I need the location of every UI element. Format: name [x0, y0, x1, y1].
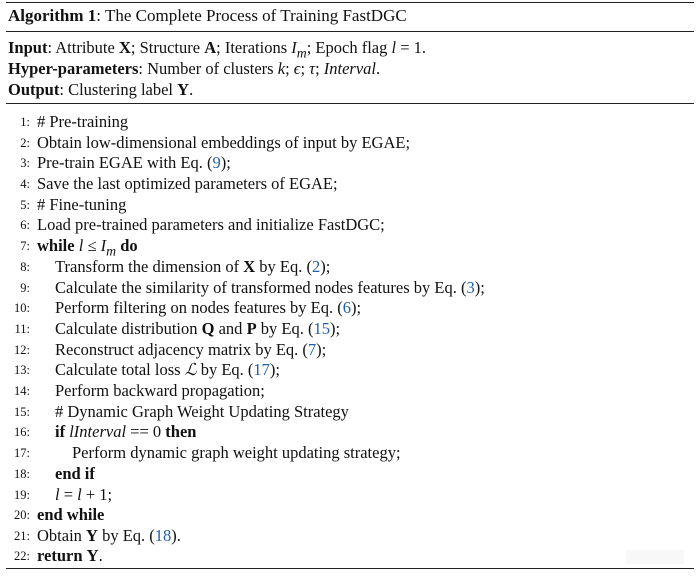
line-text: # Pre-training	[37, 112, 129, 131]
line-text-part: ).	[171, 526, 181, 545]
line-number: 4:	[20, 177, 30, 191]
line-text	[55, 360, 280, 380]
line-number: 16:	[14, 425, 30, 439]
math-Y: Y	[86, 546, 99, 565]
line-text: Obtain low-dimensional embeddings of input by EGAE;	[37, 133, 411, 152]
keyword-end-while: end while	[37, 505, 105, 524]
input-text: = 1.	[396, 38, 427, 57]
line-text: # Fine-tuning	[37, 195, 127, 214]
keyword-then: then	[165, 422, 197, 441]
output-text: : Clustering label	[59, 80, 178, 99]
faint-watermark	[626, 550, 684, 564]
line-text: Perform dynamic graph weight updating strategy;	[72, 443, 401, 462]
line-number: 19:	[14, 488, 30, 502]
equation-reference: 7	[307, 340, 317, 359]
output-text: .	[189, 80, 194, 99]
line-number: 20:	[14, 508, 30, 522]
input-text: : Attribute	[47, 38, 119, 57]
math-loss-symbol: ℒ	[184, 360, 197, 379]
math-subscript: m	[296, 45, 307, 61]
line-text	[37, 546, 103, 566]
operator: ≤	[83, 236, 101, 255]
hyper-text: .	[376, 59, 381, 78]
line-text	[37, 236, 138, 259]
line-text-part: and	[214, 319, 247, 338]
line-number: 18:	[14, 467, 30, 481]
line-number: 15:	[14, 405, 30, 419]
line-text: Perform backward propagation;	[55, 381, 265, 400]
line-number: 22:	[14, 549, 30, 563]
math-Y: Y	[86, 526, 98, 545]
line-text-part: );	[269, 360, 280, 379]
line-number: 2:	[20, 136, 30, 150]
line-text	[55, 319, 340, 339]
line-text	[55, 257, 330, 277]
algorithm-title	[8, 6, 407, 26]
line-text-part: Calculate distribution	[55, 319, 202, 338]
line-text	[37, 526, 181, 546]
algorithm-caption: : The Complete Process of Training FastDGC	[96, 6, 407, 25]
math-interval: Interval	[323, 59, 377, 78]
line-number: 13:	[14, 363, 30, 377]
math-subscript: m	[106, 243, 117, 259]
line-text	[55, 422, 196, 442]
line-text-part: by Eq. (	[255, 257, 312, 276]
math-l: l	[391, 38, 397, 57]
keyword-while: while	[37, 236, 75, 255]
line-text-part: .	[98, 546, 103, 565]
hyper-label: Hyper-parameters	[8, 59, 139, 78]
hyper-parameters-line	[8, 59, 380, 79]
line-text: Save the last optimized parameters of EGAE;	[37, 174, 338, 193]
input-line	[8, 38, 426, 61]
math-k: k	[277, 59, 286, 78]
math-A: A	[204, 38, 217, 57]
line-number: 3:	[20, 156, 30, 170]
keyword-if: if	[55, 422, 66, 441]
line-number: 9:	[20, 281, 30, 295]
math-l: l	[55, 485, 60, 504]
operator: =	[59, 485, 78, 504]
math-X: X	[118, 38, 131, 57]
line-text	[55, 278, 485, 298]
line-text-part: Transform the dimension of	[55, 257, 244, 276]
line-text-part: by Eq. (	[196, 360, 254, 379]
line-text-part: );	[320, 257, 331, 276]
line-text-part: == 0	[126, 422, 166, 441]
title-rule	[6, 31, 694, 32]
line-text-part: );	[316, 340, 327, 359]
io-rule	[6, 103, 694, 104]
line-text-part: + 1;	[81, 485, 113, 504]
math-I: I	[100, 236, 107, 255]
bottom-rule	[6, 568, 694, 569]
line-number: 6:	[20, 218, 30, 232]
line-number: 11:	[14, 322, 30, 336]
line-text	[55, 340, 326, 360]
math-interval: lInterval	[69, 422, 127, 441]
line-text: # Dynamic Graph Weight Updating Strategy	[55, 402, 349, 421]
line-text-part: );	[220, 153, 231, 172]
equation-reference: 2	[311, 257, 321, 276]
line-number: 5:	[20, 198, 30, 212]
keyword-do: do	[120, 236, 138, 255]
math-Y: Y	[177, 80, 190, 99]
equation-reference: 15	[313, 319, 330, 338]
line-text-part: );	[329, 319, 341, 338]
input-text: ; Iterations	[216, 38, 292, 57]
math-I: I	[291, 38, 297, 57]
equation-reference: 6	[342, 298, 352, 317]
line-text-part: Calculate total loss	[55, 360, 185, 379]
output-label: Output	[8, 80, 60, 99]
line-text	[37, 153, 231, 173]
math-l: l	[77, 485, 82, 504]
input-label: Input	[8, 38, 48, 57]
line-number: 10:	[14, 301, 30, 315]
line-number: 12:	[14, 343, 30, 357]
equation-reference: 3	[466, 278, 475, 297]
line-text	[55, 485, 112, 505]
hyper-text: ;	[285, 59, 294, 78]
equation-reference: 9	[212, 153, 221, 172]
line-text-part: );	[351, 298, 362, 317]
input-text: ; Epoch flag	[306, 38, 392, 57]
line-number: 14:	[14, 384, 30, 398]
top-rule	[6, 2, 694, 3]
line-number: 1:	[20, 115, 30, 129]
line-text-part: Reconstruct adjacency matrix by Eq. (	[55, 340, 308, 359]
math-Q: Q	[201, 319, 215, 338]
hyper-text: ;	[300, 59, 310, 78]
input-text: ; Structure	[130, 38, 205, 57]
line-number: 8:	[20, 260, 30, 274]
hyper-text: : Number of clusters	[138, 59, 278, 78]
line-number: 21:	[14, 529, 30, 543]
math-X: X	[243, 257, 256, 276]
math-epsilon: ϵ	[293, 59, 301, 78]
math-P: P	[246, 319, 257, 338]
line-number: 17:	[14, 446, 30, 460]
hyper-text: ;	[315, 59, 324, 78]
keyword-return: return	[37, 546, 83, 565]
line-text-part: Obtain	[37, 526, 87, 545]
output-line	[8, 80, 193, 100]
line-text	[55, 298, 361, 318]
line-text-part: by Eq. (	[97, 526, 155, 545]
keyword-end-if: end if	[55, 464, 95, 483]
line-text-part: Pre-train EGAE with Eq. (	[37, 153, 213, 172]
algorithm-label: Algorithm 1	[8, 6, 97, 25]
line-text-part: );	[474, 278, 485, 297]
math-tau: τ	[309, 59, 316, 78]
line-number: 7:	[20, 239, 30, 253]
equation-reference: 18	[154, 526, 172, 545]
line-text: Load pre-trained parameters and initialize FastDGC;	[37, 215, 385, 234]
line-text-part: by Eq. (	[256, 319, 314, 338]
equation-reference: 17	[253, 360, 270, 379]
line-text-part: Calculate the similarity of transformed nodes features by Eq. (	[55, 278, 467, 297]
math-l: l	[78, 236, 84, 255]
line-text-part: Perform filtering on nodes features by Eq. (	[55, 298, 343, 317]
